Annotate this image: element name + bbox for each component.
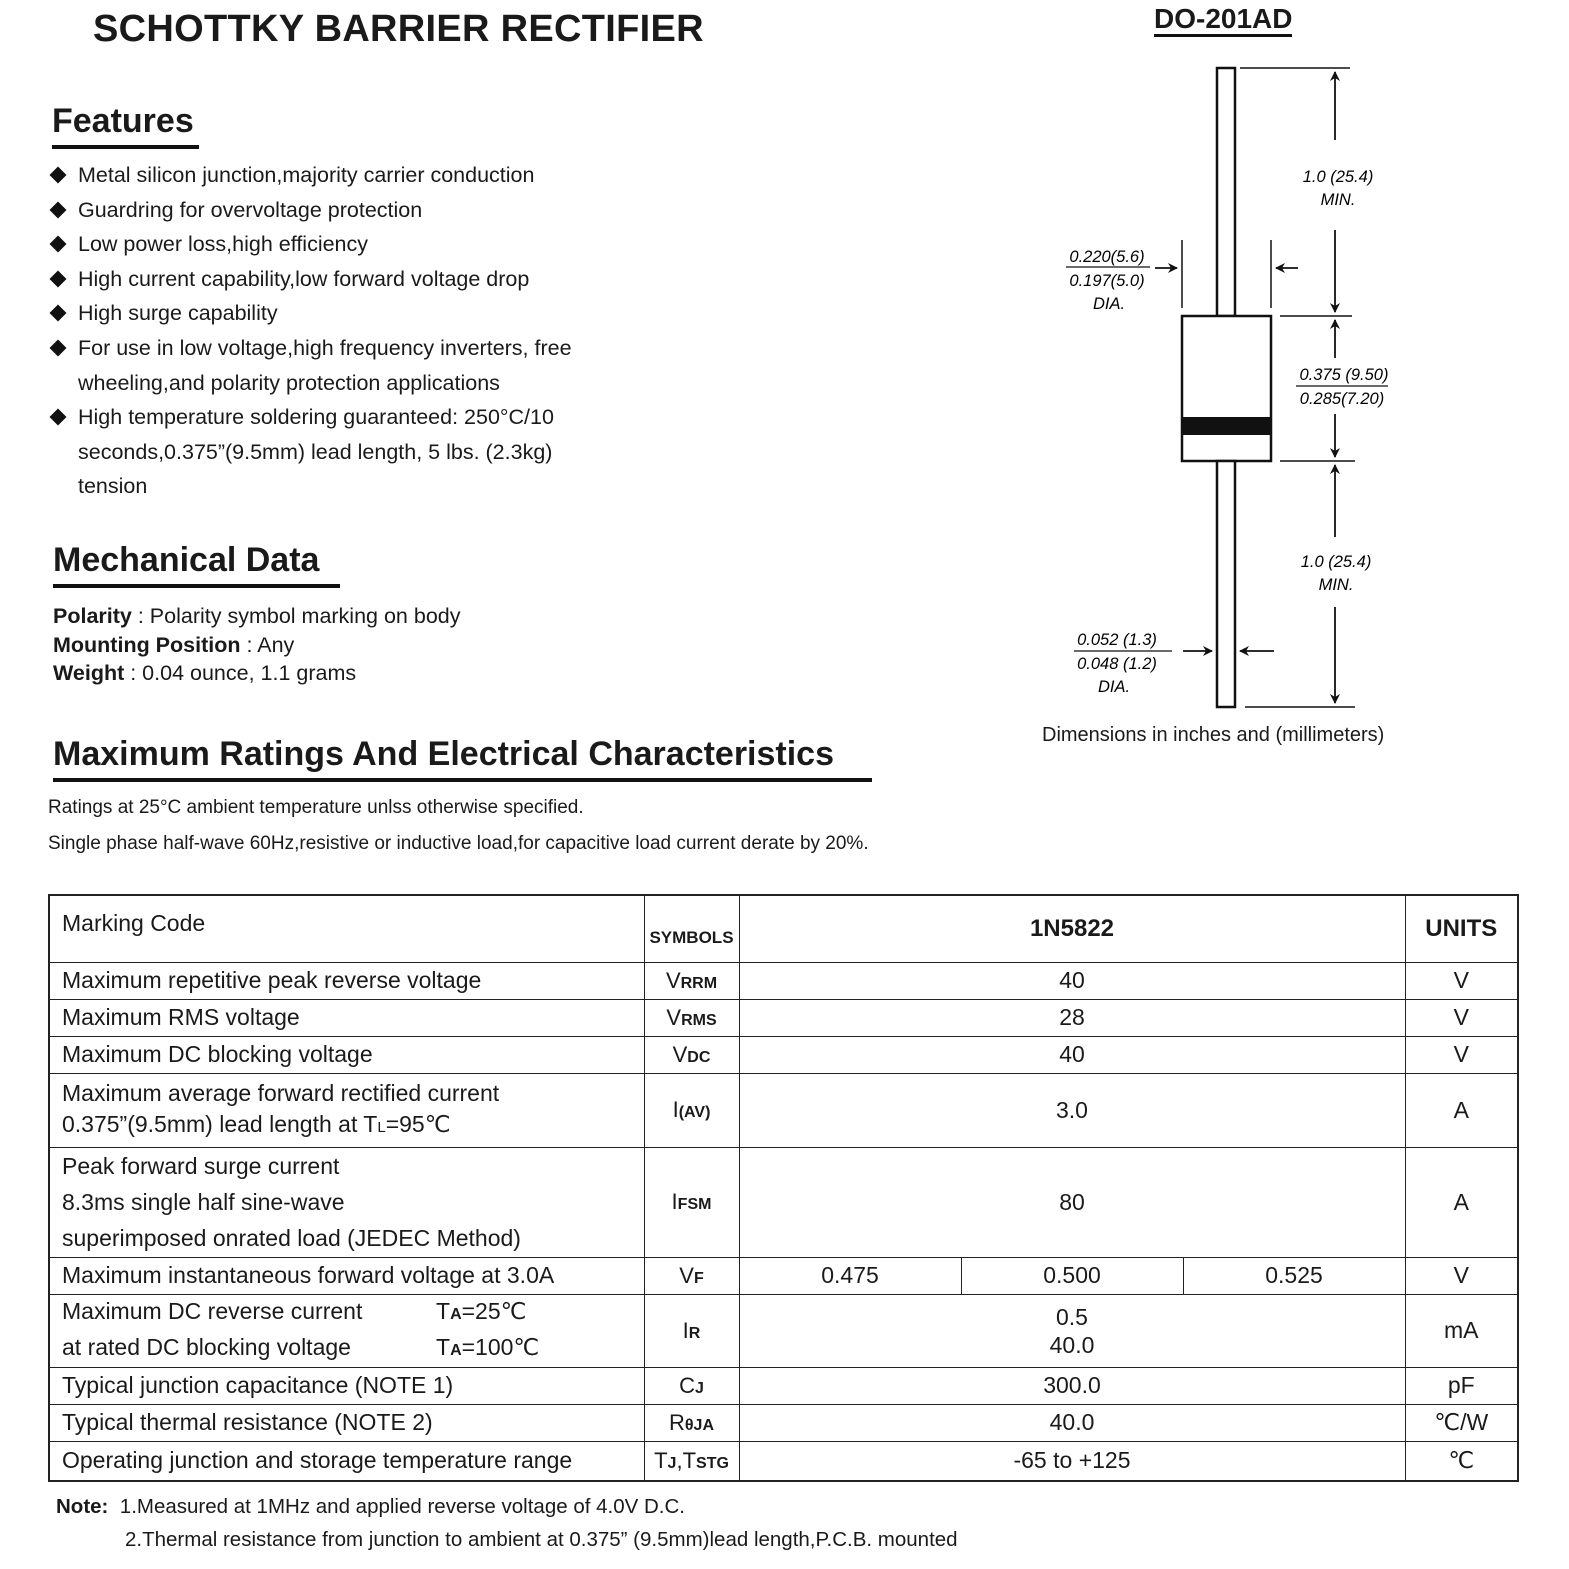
- mounting-label: Mounting Position: [53, 633, 241, 657]
- table-row: [49, 999, 1518, 1036]
- param-cell: Maximum repetitive peak reverse voltage: [49, 962, 644, 999]
- value-cell-c: 0.525: [1183, 1257, 1405, 1294]
- package-outline-diagram: [1040, 50, 1460, 730]
- param-cell: Maximum average forward rectified current 0.375”(9.5mm) lead length at TL=95℃: [49, 1073, 644, 1147]
- document-title: SCHOTTKY BARRIER RECTIFIER: [93, 8, 704, 50]
- feature-item: High surge capability: [48, 296, 648, 331]
- feature-item: Metal silicon junction,majority carrier conduction: [48, 158, 648, 193]
- lead-dia-label: DIA.: [1097, 678, 1131, 696]
- symbol-cell: CJ: [644, 1367, 739, 1404]
- symbol-cell: VDC: [644, 1036, 739, 1073]
- table-row: [49, 1294, 1518, 1367]
- symbol-cell: VF: [644, 1257, 739, 1294]
- notes-label: Note:: [56, 1495, 109, 1518]
- value-cell: 40.0: [739, 1404, 1405, 1441]
- table-row: [49, 962, 1518, 999]
- value-cell: 80: [739, 1147, 1405, 1257]
- lead-length-bottom: 1.0 (25.4): [1300, 553, 1372, 571]
- value-cell: 40: [739, 962, 1405, 999]
- body-dia-label: DIA.: [1092, 295, 1126, 313]
- features-heading: Features: [52, 102, 199, 149]
- value-cell: 3.0: [739, 1073, 1405, 1147]
- mounting-line: [53, 633, 294, 658]
- table-header-row: [49, 895, 1518, 962]
- symbol-cell: IFSM: [644, 1147, 739, 1257]
- unit-cell: V: [1405, 962, 1518, 999]
- value-cell: 28: [739, 999, 1405, 1036]
- mechanical-heading: Mechanical Data: [53, 541, 340, 588]
- notes: [56, 1490, 958, 1556]
- dimensions-caption: Dimensions in inches and (millimeters): [1042, 724, 1385, 746]
- mounting-value: : Any: [240, 633, 295, 657]
- table-row: [49, 1073, 1518, 1147]
- symbol-cell: VRRM: [644, 962, 739, 999]
- header-part-number: 1N5822: [739, 895, 1405, 962]
- symbol-cell: RθJA: [644, 1404, 739, 1441]
- body-length-max: 0.375 (9.50): [1299, 366, 1389, 384]
- table-row: [49, 1404, 1518, 1441]
- value-cell: 40: [739, 1036, 1405, 1073]
- weight-line: [53, 661, 356, 686]
- param-cell: Maximum DC reverse current TA=25℃ at rated DC blocking voltage TA=100℃: [49, 1294, 644, 1367]
- unit-cell: A: [1405, 1073, 1518, 1147]
- value-cell: -65 to +125: [739, 1441, 1405, 1481]
- unit-cell: V: [1405, 999, 1518, 1036]
- feature-item: High temperature soldering guaranteed: 250°C/10 seconds,0.375”(9.5mm) lead length, 5 lbs. (2.3kg) tension: [48, 400, 578, 504]
- symbol-cell: TJ,TSTG: [644, 1441, 739, 1481]
- header-marking-code: Marking Code: [49, 895, 644, 962]
- lead-dia-min: 0.048 (1.2): [1077, 655, 1157, 673]
- unit-cell: mA: [1405, 1294, 1518, 1367]
- polarity-label: Polarity: [53, 604, 132, 628]
- feature-item: Low power loss,high efficiency: [48, 227, 648, 262]
- value-cell: 300.0: [739, 1367, 1405, 1404]
- param-cell: Maximum RMS voltage: [49, 999, 644, 1036]
- feature-item: High current capability,low forward voltage drop: [48, 262, 648, 297]
- symbol-cell: I(AV): [644, 1073, 739, 1147]
- table-row: [49, 1367, 1518, 1404]
- ratings-note-1: Ratings at 25°C ambient temperature unlss otherwise specified.: [48, 797, 584, 818]
- lead-dia-max: 0.052 (1.3): [1077, 631, 1157, 649]
- header-symbols: SYMBOLS: [644, 895, 739, 962]
- feature-item: For use in low voltage,high frequency inverters, free wheeling,and polarity protection applications: [48, 331, 618, 400]
- weight-value: : 0.04 ounce, 1.1 grams: [124, 661, 357, 685]
- table-row: [49, 1147, 1518, 1257]
- unit-cell: V: [1405, 1036, 1518, 1073]
- table-row: [49, 1257, 1518, 1294]
- package-title: DO-201AD: [1154, 4, 1292, 37]
- unit-cell: pF: [1405, 1367, 1518, 1404]
- value-cell-a: 0.475: [739, 1257, 961, 1294]
- body-length-min: 0.285(7.20): [1299, 390, 1385, 408]
- symbol-cell: VRMS: [644, 999, 739, 1036]
- ratings-note-2: Single phase half-wave 60Hz,resistive or inductive load,for capacitive load current derate by 20%.: [48, 833, 869, 854]
- note-1: 1.Measured at 1MHz and applied reverse voltage of 4.0V D.C.: [119, 1495, 685, 1518]
- body-dia-min: 0.197(5.0): [1069, 272, 1145, 290]
- ratings-heading: Maximum Ratings And Electrical Characteristics: [53, 735, 872, 782]
- unit-cell: ℃/W: [1405, 1404, 1518, 1441]
- unit-cell: ℃: [1405, 1441, 1518, 1481]
- param-cell: Maximum DC blocking voltage: [49, 1036, 644, 1073]
- param-cell: Typical junction capacitance (NOTE 1): [49, 1367, 644, 1404]
- param-cell: Operating junction and storage temperature range: [49, 1441, 644, 1481]
- value-cell-b: 0.500: [961, 1257, 1183, 1294]
- polarity-value: : Polarity symbol marking on body: [131, 604, 461, 628]
- table-row: [49, 1441, 1518, 1481]
- body-dia-max: 0.220(5.6): [1069, 248, 1145, 266]
- param-cell: Typical thermal resistance (NOTE 2): [49, 1404, 644, 1441]
- feature-item: Guardring for overvoltage protection: [48, 193, 648, 228]
- header-units: UNITS: [1405, 895, 1518, 962]
- symbol-cell: IR: [644, 1294, 739, 1367]
- lead-length-top: 1.0 (25.4): [1302, 168, 1374, 186]
- lead-length-top-min: MIN.: [1320, 191, 1356, 209]
- value-cell: 0.5 40.0: [739, 1294, 1405, 1367]
- weight-label: Weight: [53, 661, 125, 685]
- features-list: [48, 158, 648, 504]
- table-row: [49, 1036, 1518, 1073]
- unit-cell: A: [1405, 1147, 1518, 1257]
- unit-cell: V: [1405, 1257, 1518, 1294]
- polarity-line: [53, 604, 461, 629]
- param-cell: Peak forward surge current 8.3ms single half sine-wave superimposed onrated load (JEDEC Method): [49, 1147, 644, 1257]
- param-cell: Maximum instantaneous forward voltage at 3.0A: [49, 1257, 644, 1294]
- lead-length-bottom-min: MIN.: [1318, 576, 1354, 594]
- note-2: 2.Thermal resistance from junction to ambient at 0.375” (9.5mm)lead length,P.C.B. mounted: [125, 1528, 958, 1551]
- ratings-table: [48, 894, 1519, 1482]
